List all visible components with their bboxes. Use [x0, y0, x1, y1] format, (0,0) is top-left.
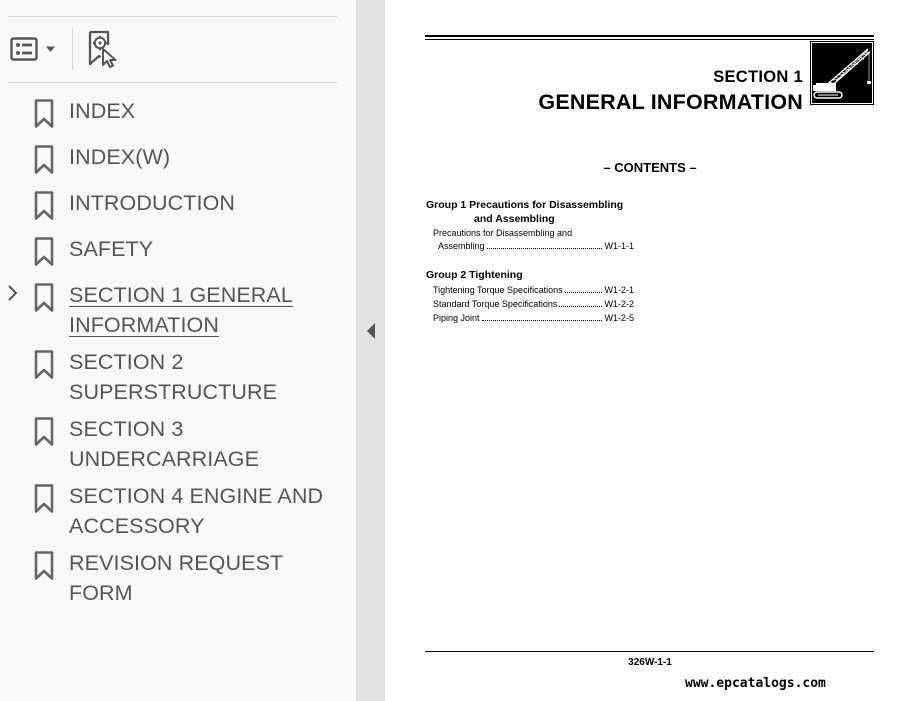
collapse-left-icon	[366, 322, 376, 340]
bookmark-item[interactable]	[0, 142, 357, 172]
toc-entry[interactable]	[433, 312, 634, 324]
toc-group-title	[426, 268, 523, 282]
document-page	[385, 0, 910, 701]
watermark-text: www.epcatalogs.com	[685, 676, 826, 691]
bookmark-label: SECTION 1 GENERAL INFORMATION	[69, 283, 293, 337]
bookmark-icon	[34, 350, 54, 380]
bookmark-item[interactable]	[0, 481, 357, 541]
bookmark-label: SECTION 3 UNDERCARRIAGE	[69, 417, 260, 471]
toc-leader-dots	[482, 320, 603, 321]
toc-entry-label: Tightening Torque Specifications	[433, 285, 563, 295]
bookmark-label: SECTION 2 SUPERSTRUCTURE	[69, 350, 278, 404]
toc-entry-label: Assembling	[438, 241, 485, 251]
bookmark-item[interactable]	[0, 347, 357, 407]
toc-entry-label-line: Precautions for Disassembling and	[433, 228, 573, 238]
toc-entry-label: Piping Joint	[433, 313, 480, 323]
contents-heading: – CONTENTS –	[603, 160, 697, 175]
collapse-panel-splitter[interactable]	[357, 0, 385, 701]
toc-entry-page: W1-2-2	[604, 299, 634, 309]
divider	[8, 82, 337, 83]
toc-entry-page: W1-1-1	[604, 241, 634, 251]
group-title-line: and Assembling	[474, 213, 555, 225]
bookmark-icon	[34, 237, 54, 267]
section-title: GENERAL INFORMATION	[538, 90, 803, 114]
bookmark-label: INDEX	[69, 99, 136, 123]
toc-leader-dots	[487, 248, 603, 249]
page-code: 326W-1-1	[628, 657, 672, 668]
crawler-crane-icon	[810, 41, 874, 105]
group-title-line: Group 2 Tightening	[426, 269, 523, 281]
header-rule	[425, 39, 874, 40]
toc-entry-page: W1-2-1	[604, 285, 634, 295]
divider	[8, 16, 337, 17]
bookmark-item[interactable]	[0, 280, 357, 340]
bookmark-label: SAFETY	[69, 237, 154, 261]
footer-rule	[425, 651, 874, 652]
bookmark-icon	[34, 283, 54, 313]
toc-entry[interactable]	[433, 284, 634, 296]
bookmark-label: INDEX(W)	[69, 145, 171, 169]
toc-leader-dots	[559, 306, 602, 307]
bookmark-item[interactable]	[0, 414, 357, 474]
bookmark-icon	[34, 191, 54, 221]
bookmark-item[interactable]	[0, 96, 357, 126]
toc-entry-label: Standard Torque Specifications	[433, 299, 558, 309]
toc-entry[interactable]	[433, 298, 634, 310]
options-list-icon	[10, 36, 58, 64]
bookmark-item[interactable]	[0, 188, 357, 218]
bookmark-icon	[34, 145, 54, 175]
toc-leader-dots	[565, 292, 603, 293]
bookmarks-panel	[0, 0, 357, 701]
bookmark-label: REVISION REQUEST FORM	[69, 551, 283, 605]
bookmark-item[interactable]	[0, 234, 357, 264]
section-number: SECTION 1	[713, 68, 803, 86]
chevron-right-icon[interactable]	[6, 283, 20, 303]
group-title-line: Group 1 Precautions for Disassembling	[426, 199, 624, 211]
toolbar-separator	[72, 28, 73, 70]
bookmark-icon	[34, 99, 54, 129]
toc-entry-page: W1-2-5	[604, 313, 634, 323]
toc-entry[interactable]	[438, 240, 634, 252]
find-current-bookmark-icon	[87, 30, 121, 68]
header-rule	[425, 35, 874, 37]
bookmark-label: SECTION 4 ENGINE AND ACCESSORY	[69, 484, 324, 538]
bookmark-icon	[34, 551, 54, 581]
bookmark-icon	[34, 484, 54, 514]
options-menu-button[interactable]	[10, 36, 58, 64]
find-current-bookmark-button[interactable]	[87, 30, 121, 68]
bookmark-item[interactable]	[0, 548, 357, 605]
bookmark-icon	[34, 417, 54, 447]
toc-group-title	[426, 198, 623, 226]
bookmark-label: INTRODUCTION	[69, 191, 236, 215]
